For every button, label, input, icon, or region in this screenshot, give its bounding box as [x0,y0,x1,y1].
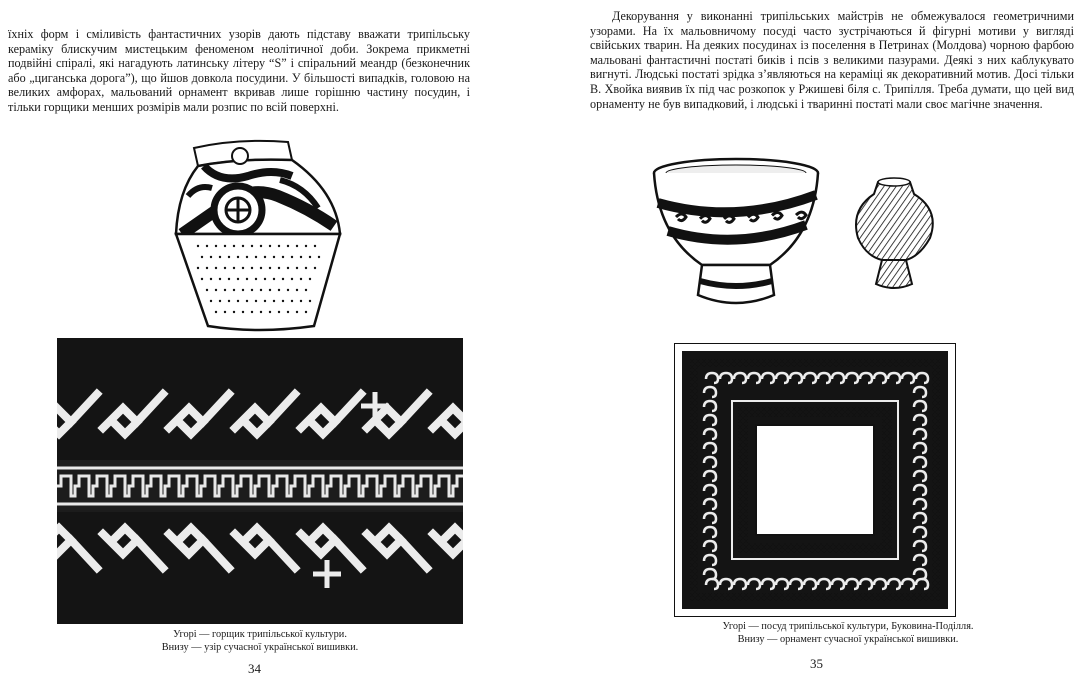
embroidered-square-icon [674,343,956,617]
right-page-body-text: Декорування у виконанні трипільських майстрів не обмежувалося геометричними узорами. На їх мальовничому посуді часто зустрічаються й фігурні мотиви у вигляді свійських тварин. На деяких посудинах із поселення в Петринах (Молдова) чорною фарбою мальовані фантастичні постаті биків і псів з великими пазурами. Деякі з них каблукувато вигнуті. Людські постаті зрідка з’являються на кераміці як декоративний мотив. Досі тільки В. Хвойка виявив їх під час розкопок у Ржишеві біля с. Трипілля. Треба думати, що цей вид орнаменту не був випадковий, і людські і тваринні постаті мали своє магічне значення. [590,9,1074,111]
left-caption [90,629,430,654]
right-caption-line-1: Угорі — посуд трипільської культури, Буковина-Поділля. [722,621,974,632]
left-page-number: 34 [248,661,261,676]
right-page [540,0,1079,700]
embroidery-band-photo [57,338,463,624]
right-page-number: 35 [810,656,823,671]
left-caption-line-2: Внизу — узір сучасної української вишивки. [161,641,359,653]
trypillia-cup-icon [646,155,826,317]
right-caption [668,621,1028,646]
trypillia-pot-icon [168,136,348,334]
right-caption-line-2: Внизу — орнамент сучасної української вишивки. [737,633,959,645]
small-vase-icon [848,176,940,292]
left-page-body-text: їхніх форм і сміливість фантастичних узорів дають підставу вважати трипільську кераміку блискучим мистецьким феноменом неолітичної доби. Зокрема прикметні подвійні спіралі, які нагадують латинську літеру “S” і спіральний меандр (безконечник або „циганська дорога”), що йшов довкола посудини. У більшості випадків, головою на великих амфорах, мальований орнамент вкривав лише горішню частину посудин, і тільки горщики менших розмірів мали розпис по всій поверхні. [8,27,470,114]
left-caption-line-1: Угорі — горщик трипільської культури. [173,629,347,640]
